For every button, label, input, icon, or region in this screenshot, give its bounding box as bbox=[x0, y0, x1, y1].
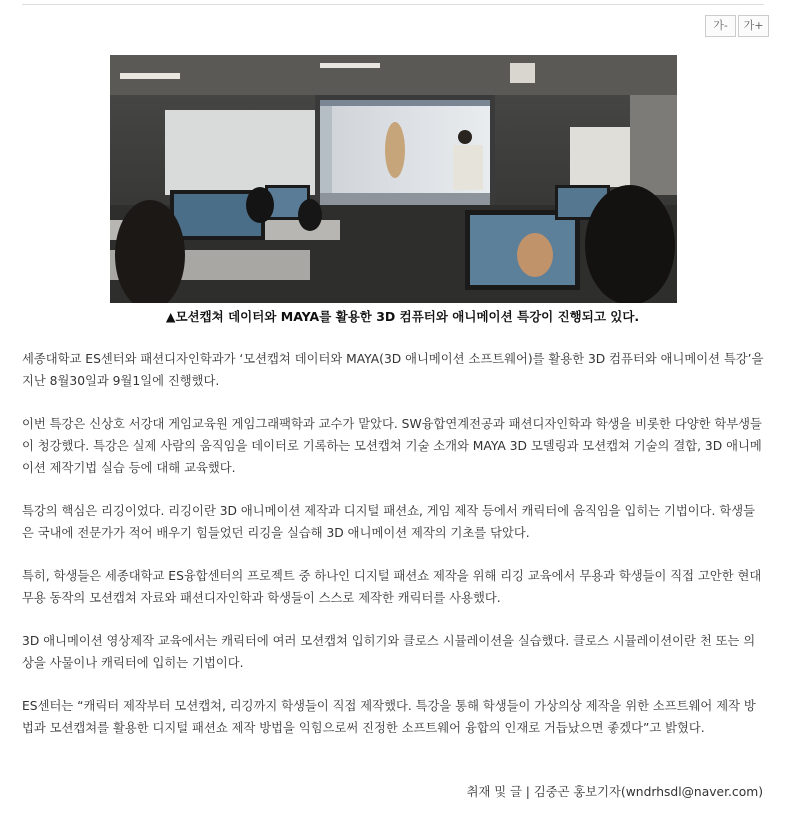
article-paragraph: ES센터는 “캐릭터 제작부터 모션캡쳐, 리깅까지 학생들이 직접 제작했다. 특강을 통해 학생들이 가상의상 제작을 위한 소프트웨어 제작 방법과 모션캡쳐를 활용한 디지털 패션쇼 제작 방법을 익힘으로써 진정한 소프트웨어 융합의 인재로 거듭났으면 좋겠다”고 밝혔다. bbox=[22, 699, 756, 735]
top-divider bbox=[22, 4, 764, 5]
article-paragraph: 특히, 학생들은 세종대학교 ES융합센터의 프로젝트 중 하나인 디지털 패션쇼 제작을 위해 리깅 교육에서 무용과 학생들이 직접 고안한 현대무용 동작의 모션캡쳐 자료와 패션디자인학과 학생들이 스스로 제작한 캐릭터를 사용했다. bbox=[22, 569, 762, 605]
article-byline: 취재 및 글 | 김중곤 홍보기자(wndrhsdl@naver.com) bbox=[466, 785, 763, 799]
font-increase-button[interactable]: 가+ bbox=[738, 15, 769, 37]
article-paragraph: 세종대학교 ES센터와 패션디자인학과가 ‘모션캡쳐 데이터와 MAYA(3D 애니메이션 소프트웨어)를 활용한 3D 컴퓨터와 애니메이션 특강’을 지난 8월30일과 9월1일에 진행했다. bbox=[22, 352, 764, 388]
article-body bbox=[22, 348, 764, 760]
article-paragraph: 이번 특강은 신상호 서강대 게임교육원 게임그래팩학과 교수가 맡았다. SW융합연계전공과 패션디자인학과 학생을 비롯한 다양한 학부생들이 청강했다. 특강은 실제 사람의 움직임을 데이터로 기록하는 모션캡쳐 기술 소개와 MAYA 3D 모델링과 모션캡쳐 기술의 결합, 3D 애니메이션 제작기법 실습 등에 대해 교육했다. bbox=[22, 417, 762, 475]
article-paragraph: 3D 애니메이션 영상제작 교육에서는 캐릭터에 여러 모션캡쳐 입히기와 클로스 시뮬레이션을 실습했다. 클로스 시뮬레이션이란 천 또는 의상을 사물이나 캐릭터에 입히는 기법이다. bbox=[22, 634, 756, 670]
article-paragraph: 특강의 핵심은 리깅이었다. 리깅이란 3D 애니메이션 제작과 디지털 패션쇼, 게임 제작 등에서 캐릭터에 움직임을 입히는 기법이다. 학생들은 국내에 전문가가 적어 배우기 힘들었던 리깅을 실습해 3D 애니메이션 제작의 기초를 닦았다. bbox=[22, 504, 756, 540]
font-decrease-button[interactable]: 가- bbox=[705, 15, 736, 37]
lecture-photo bbox=[110, 55, 677, 303]
photo-caption: ▲모션캡쳐 데이터와 MAYA를 활용한 3D 컴퓨터와 애니메이션 특강이 진행되고 있다. bbox=[165, 309, 640, 324]
font-size-controls bbox=[703, 15, 769, 37]
